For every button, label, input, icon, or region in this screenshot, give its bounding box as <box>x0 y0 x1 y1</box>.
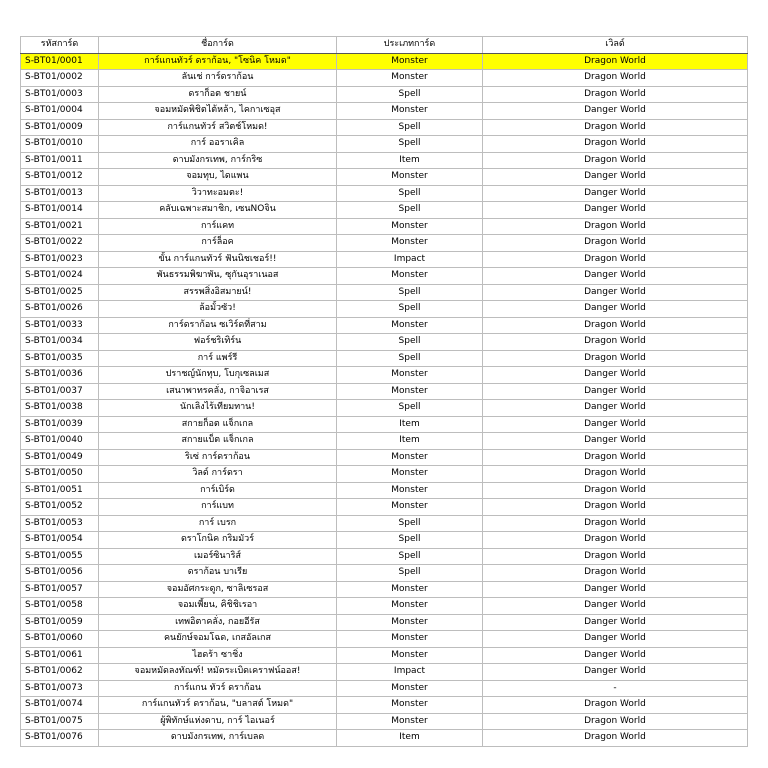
table-row[interactable] <box>21 284 748 301</box>
cell-card-name[interactable]: สกายก็อต แจ็กเกล <box>99 416 337 433</box>
cell-card-name[interactable]: การ์ ออราเคิล <box>99 136 337 153</box>
cell-card-type[interactable]: Monster <box>337 581 483 598</box>
cell-card-name[interactable]: การ์ แพร์รี <box>99 350 337 367</box>
table-row[interactable] <box>21 235 748 252</box>
cell-card-name[interactable]: ผู้พิทักษ์แห่งดาบ, การ์ ไอเนอร์ <box>99 713 337 730</box>
cell-card-type[interactable]: Monster <box>337 466 483 483</box>
cell-card-code[interactable]: S-BT01/0038 <box>21 400 99 417</box>
header-row <box>21 37 748 54</box>
table-row[interactable] <box>21 185 748 202</box>
cell-card-type[interactable]: Monster <box>337 383 483 400</box>
cell-card-code[interactable]: S-BT01/0055 <box>21 548 99 565</box>
cell-world[interactable]: Dragon World <box>483 86 748 103</box>
table-row[interactable] <box>21 713 748 730</box>
cell-card-type[interactable]: Spell <box>337 301 483 318</box>
cell-card-code[interactable]: S-BT01/0026 <box>21 301 99 318</box>
cell-card-type[interactable]: Spell <box>337 350 483 367</box>
cell-world[interactable]: - <box>483 680 748 697</box>
table-row[interactable] <box>21 416 748 433</box>
cell-card-type[interactable]: Spell <box>337 284 483 301</box>
cell-world[interactable]: Dragon World <box>483 334 748 351</box>
cell-card-type[interactable]: Spell <box>337 119 483 136</box>
cell-world[interactable]: Danger World <box>483 631 748 648</box>
header-world: เวิลด์ <box>483 37 748 54</box>
cell-card-name[interactable]: จอมเพี้ยน, คิชิชิเรอา <box>99 598 337 615</box>
cell-card-name[interactable]: ฟอร์ชริเทิร์น <box>99 334 337 351</box>
cell-card-name[interactable]: ดาบมังกรเทพ, การ์กริซ <box>99 152 337 169</box>
cell-card-name[interactable]: สรรพสิ่งอิสมายน์! <box>99 284 337 301</box>
cell-card-type[interactable]: Spell <box>337 185 483 202</box>
table-row[interactable] <box>21 301 748 318</box>
cell-card-code[interactable]: S-BT01/0039 <box>21 416 99 433</box>
cell-world[interactable]: Dragon World <box>483 548 748 565</box>
table-row[interactable] <box>21 598 748 615</box>
card-table <box>20 36 748 747</box>
cell-card-code[interactable]: S-BT01/0059 <box>21 614 99 631</box>
cell-card-name[interactable]: ดราก้อน บาเรีย <box>99 565 337 582</box>
cell-world[interactable]: Dragon World <box>483 532 748 549</box>
cell-world[interactable]: Danger World <box>483 416 748 433</box>
cell-card-name[interactable]: เมอร์ซินาริส์ <box>99 548 337 565</box>
cell-card-type[interactable]: Monster <box>337 53 483 70</box>
cell-world[interactable]: Dragon World <box>483 466 748 483</box>
cell-card-code[interactable]: S-BT01/0036 <box>21 367 99 384</box>
cell-card-name[interactable]: การ์แกนทัวร์ สวิตช์โหมด! <box>99 119 337 136</box>
table-row[interactable] <box>21 334 748 351</box>
cell-world[interactable]: Danger World <box>483 169 748 186</box>
cell-card-name[interactable]: ไฮดร้า ซาชิ่ง <box>99 647 337 664</box>
table-row[interactable] <box>21 614 748 631</box>
table-row[interactable] <box>21 482 748 499</box>
cell-world[interactable]: Danger World <box>483 185 748 202</box>
cell-world[interactable]: Dragon World <box>483 449 748 466</box>
cell-card-name[interactable]: ดาบมังกรเทพ, การ์เบลด <box>99 730 337 747</box>
cell-card-type[interactable]: Spell <box>337 400 483 417</box>
cell-world[interactable]: Dragon World <box>483 152 748 169</box>
cell-card-code[interactable]: S-BT01/0021 <box>21 218 99 235</box>
cell-card-code[interactable]: S-BT01/0076 <box>21 730 99 747</box>
table-row[interactable] <box>21 499 748 516</box>
cell-world[interactable]: Dragon World <box>483 317 748 334</box>
cell-card-name[interactable]: ขั้น การ์แกนทัวร์ ฟันนิชเชอร์!! <box>99 251 337 268</box>
cell-card-code[interactable]: S-BT01/0009 <box>21 119 99 136</box>
header-card-name: ชื่อการ์ด <box>99 37 337 54</box>
table-body <box>21 53 748 746</box>
cell-world[interactable]: Danger World <box>483 301 748 318</box>
cell-card-name[interactable]: จอมหมัดลงทัณฑ์! หมัดระเบิดเคราฟน์ออส! <box>99 664 337 681</box>
cell-world[interactable]: Dragon World <box>483 482 748 499</box>
table-row[interactable] <box>21 631 748 648</box>
cell-card-type[interactable]: Item <box>337 433 483 450</box>
table-row[interactable] <box>21 152 748 169</box>
cell-world[interactable]: Danger World <box>483 647 748 664</box>
cell-card-type[interactable]: Monster <box>337 268 483 285</box>
cell-world[interactable]: Dragon World <box>483 119 748 136</box>
card-list-sheet <box>20 36 747 747</box>
table-row[interactable] <box>21 647 748 664</box>
cell-card-type[interactable]: Spell <box>337 202 483 219</box>
cell-card-code[interactable]: S-BT01/0051 <box>21 482 99 499</box>
cell-card-type[interactable]: Item <box>337 730 483 747</box>
cell-card-type[interactable]: Item <box>337 152 483 169</box>
table-row[interactable] <box>21 202 748 219</box>
cell-card-type[interactable]: Spell <box>337 334 483 351</box>
cell-card-name[interactable]: ริเซ่ การ์ดราก้อน <box>99 449 337 466</box>
header-card-code: รหัสการ์ด <box>21 37 99 54</box>
cell-card-name[interactable]: การ์เบิร์ด <box>99 482 337 499</box>
cell-card-name[interactable]: วิลด์ การ์ดรา <box>99 466 337 483</box>
cell-world[interactable]: Dragon World <box>483 218 748 235</box>
cell-card-type[interactable]: Monster <box>337 317 483 334</box>
cell-card-code[interactable]: S-BT01/0058 <box>21 598 99 615</box>
header-card-type: ประเภทการ์ด <box>337 37 483 54</box>
cell-card-name[interactable]: การ์แบท <box>99 499 337 516</box>
cell-card-type[interactable]: Monster <box>337 169 483 186</box>
table-row[interactable] <box>21 449 748 466</box>
cell-world[interactable]: Danger World <box>483 581 748 598</box>
cell-card-code[interactable]: S-BT01/0062 <box>21 664 99 681</box>
cell-card-name[interactable]: การ์แกนทัวร์ ดราก้อน, "โซนิค โหมด" <box>99 53 337 70</box>
table-row[interactable] <box>21 367 748 384</box>
table-row[interactable] <box>21 730 748 747</box>
cell-world[interactable]: Dragon World <box>483 697 748 714</box>
cell-card-code[interactable]: S-BT01/0049 <box>21 449 99 466</box>
cell-world[interactable]: Danger World <box>483 664 748 681</box>
cell-card-type[interactable]: Monster <box>337 713 483 730</box>
table-row[interactable] <box>21 548 748 565</box>
cell-world[interactable]: Dragon World <box>483 565 748 582</box>
cell-card-code[interactable]: S-BT01/0061 <box>21 647 99 664</box>
cell-card-name[interactable]: การ์แกน ทัวร์ ดราก้อน <box>99 680 337 697</box>
table-row[interactable] <box>21 218 748 235</box>
table-row[interactable] <box>21 317 748 334</box>
cell-card-name[interactable]: วิวาทะอมตะ! <box>99 185 337 202</box>
cell-world[interactable]: Danger World <box>483 433 748 450</box>
cell-world[interactable]: Danger World <box>483 614 748 631</box>
cell-card-name[interactable]: จอมอัศกระดูก, ซาลิเซรอส <box>99 581 337 598</box>
cell-world[interactable]: Dragon World <box>483 350 748 367</box>
cell-card-name[interactable]: จอมทุบ, ไดแพน <box>99 169 337 186</box>
table-row[interactable] <box>21 515 748 532</box>
cell-card-type[interactable]: Impact <box>337 251 483 268</box>
cell-card-code[interactable]: S-BT01/0012 <box>21 169 99 186</box>
cell-world[interactable]: Dragon World <box>483 235 748 252</box>
cell-card-code[interactable]: S-BT01/0022 <box>21 235 99 252</box>
cell-card-name[interactable]: สกายแบ็ต แจ็กเกล <box>99 433 337 450</box>
table-row[interactable] <box>21 680 748 697</box>
cell-card-name[interactable]: คลับเฉพาะสมาชิก, เซนNOจิน <box>99 202 337 219</box>
cell-card-name[interactable]: จอมหมัดพิชิตไต้หล้า, ไคกาเซอุส <box>99 103 337 120</box>
table-row[interactable] <box>21 350 748 367</box>
cell-world[interactable]: Dragon World <box>483 713 748 730</box>
cell-world[interactable]: Danger World <box>483 284 748 301</box>
cell-card-code[interactable]: S-BT01/0060 <box>21 631 99 648</box>
cell-world[interactable]: Dragon World <box>483 53 748 70</box>
cell-world[interactable]: Dragon World <box>483 70 748 87</box>
table-row[interactable] <box>21 433 748 450</box>
cell-card-type[interactable]: Spell <box>337 136 483 153</box>
table-row[interactable] <box>21 581 748 598</box>
cell-world[interactable]: Dragon World <box>483 515 748 532</box>
cell-card-type[interactable]: Monster <box>337 680 483 697</box>
cell-world[interactable]: Danger World <box>483 367 748 384</box>
table-row[interactable] <box>21 86 748 103</box>
cell-card-name[interactable]: นักเลิงไร้เทียมทาน! <box>99 400 337 417</box>
cell-card-type[interactable]: Monster <box>337 218 483 235</box>
cell-card-code[interactable]: S-BT01/0013 <box>21 185 99 202</box>
cell-card-code[interactable]: S-BT01/0003 <box>21 86 99 103</box>
table-row[interactable] <box>21 400 748 417</box>
cell-card-name[interactable]: การ์ดราก้อน ซเวิร์ดที่สาม <box>99 317 337 334</box>
cell-card-type[interactable]: Monster <box>337 499 483 516</box>
table-row[interactable] <box>21 136 748 153</box>
cell-card-type[interactable]: Monster <box>337 482 483 499</box>
cell-card-type[interactable]: Monster <box>337 647 483 664</box>
cell-card-code[interactable]: S-BT01/0004 <box>21 103 99 120</box>
cell-card-code[interactable]: S-BT01/0033 <box>21 317 99 334</box>
cell-card-code[interactable]: S-BT01/0040 <box>21 433 99 450</box>
cell-card-type[interactable]: Spell <box>337 532 483 549</box>
cell-card-code[interactable]: S-BT01/0057 <box>21 581 99 598</box>
cell-card-name[interactable]: การ์แคท <box>99 218 337 235</box>
table-row[interactable] <box>21 119 748 136</box>
cell-card-code[interactable]: S-BT01/0074 <box>21 697 99 714</box>
cell-world[interactable]: Danger World <box>483 400 748 417</box>
cell-card-name[interactable]: ดราก็อต ชายน์ <box>99 86 337 103</box>
cell-card-name[interactable]: การ์ เบรก <box>99 515 337 532</box>
table-row[interactable] <box>21 466 748 483</box>
cell-card-code[interactable]: S-BT01/0010 <box>21 136 99 153</box>
table-row[interactable] <box>21 697 748 714</box>
cell-card-code[interactable]: S-BT01/0054 <box>21 532 99 549</box>
cell-card-name[interactable]: ลันเช่ การ์ดราก้อน <box>99 70 337 87</box>
cell-card-code[interactable]: S-BT01/0037 <box>21 383 99 400</box>
cell-card-code[interactable]: S-BT01/0002 <box>21 70 99 87</box>
cell-card-code[interactable]: S-BT01/0075 <box>21 713 99 730</box>
cell-card-type[interactable]: Monster <box>337 449 483 466</box>
cell-card-name[interactable]: การ์ล็อค <box>99 235 337 252</box>
cell-world[interactable]: Danger World <box>483 268 748 285</box>
cell-card-name[interactable]: ปราชญ์นักทุบ, โบกุเซลเมส <box>99 367 337 384</box>
table-row[interactable] <box>21 53 748 70</box>
cell-card-type[interactable]: Spell <box>337 86 483 103</box>
table-row[interactable] <box>21 251 748 268</box>
cell-card-name[interactable]: การ์แกนทัวร์ ดราก้อน, "บลาสต์ โหมด" <box>99 697 337 714</box>
cell-world[interactable]: Danger World <box>483 383 748 400</box>
cell-card-type[interactable]: Monster <box>337 614 483 631</box>
cell-world[interactable]: Dragon World <box>483 251 748 268</box>
cell-card-code[interactable]: S-BT01/0014 <box>21 202 99 219</box>
table-row[interactable] <box>21 268 748 285</box>
cell-card-code[interactable]: S-BT01/0056 <box>21 565 99 582</box>
cell-card-code[interactable]: S-BT01/0050 <box>21 466 99 483</box>
cell-card-code[interactable]: S-BT01/0035 <box>21 350 99 367</box>
cell-card-name[interactable]: ล้อมั้วซัว! <box>99 301 337 318</box>
cell-card-type[interactable]: Spell <box>337 515 483 532</box>
cell-card-type[interactable]: Monster <box>337 697 483 714</box>
table-row[interactable] <box>21 532 748 549</box>
table-row[interactable] <box>21 565 748 582</box>
cell-card-type[interactable]: Monster <box>337 631 483 648</box>
cell-card-code[interactable]: S-BT01/0025 <box>21 284 99 301</box>
cell-world[interactable]: Danger World <box>483 598 748 615</box>
cell-card-type[interactable]: Item <box>337 416 483 433</box>
cell-card-code[interactable]: S-BT01/0053 <box>21 515 99 532</box>
cell-card-name[interactable]: คนยักษ์จอมโฉด, เกสอัลเกส <box>99 631 337 648</box>
table-row[interactable] <box>21 169 748 186</box>
cell-card-type[interactable]: Monster <box>337 598 483 615</box>
cell-card-type[interactable]: Spell <box>337 548 483 565</box>
cell-card-type[interactable]: Impact <box>337 664 483 681</box>
cell-card-code[interactable]: S-BT01/0024 <box>21 268 99 285</box>
cell-card-type[interactable]: Monster <box>337 103 483 120</box>
cell-card-code[interactable]: S-BT01/0001 <box>21 53 99 70</box>
cell-card-type[interactable]: Spell <box>337 565 483 582</box>
table-row[interactable] <box>21 383 748 400</box>
cell-card-code[interactable]: S-BT01/0011 <box>21 152 99 169</box>
cell-card-code[interactable]: S-BT01/0023 <box>21 251 99 268</box>
cell-card-type[interactable]: Monster <box>337 70 483 87</box>
cell-card-name[interactable]: เทพอิตาคลั่ง, กอยอีรัส <box>99 614 337 631</box>
cell-card-name[interactable]: เสนาพาทรคลั่ง, กาจิอาเรส <box>99 383 337 400</box>
cell-world[interactable]: Danger World <box>483 202 748 219</box>
cell-world[interactable]: Dragon World <box>483 730 748 747</box>
cell-world[interactable]: Dragon World <box>483 136 748 153</box>
cell-card-name[interactable]: ดราโกนิค กริมมัวร์ <box>99 532 337 549</box>
cell-card-type[interactable]: Monster <box>337 235 483 252</box>
cell-card-code[interactable]: S-BT01/0073 <box>21 680 99 697</box>
cell-world[interactable]: Dragon World <box>483 499 748 516</box>
cell-card-name[interactable]: พันธรรมพิฆาพัน, ซุกันอุราเนอส <box>99 268 337 285</box>
table-row[interactable] <box>21 70 748 87</box>
table-row[interactable] <box>21 103 748 120</box>
table-row[interactable] <box>21 664 748 681</box>
cell-card-type[interactable]: Monster <box>337 367 483 384</box>
cell-world[interactable]: Danger World <box>483 103 748 120</box>
cell-card-code[interactable]: S-BT01/0052 <box>21 499 99 516</box>
cell-card-code[interactable]: S-BT01/0034 <box>21 334 99 351</box>
